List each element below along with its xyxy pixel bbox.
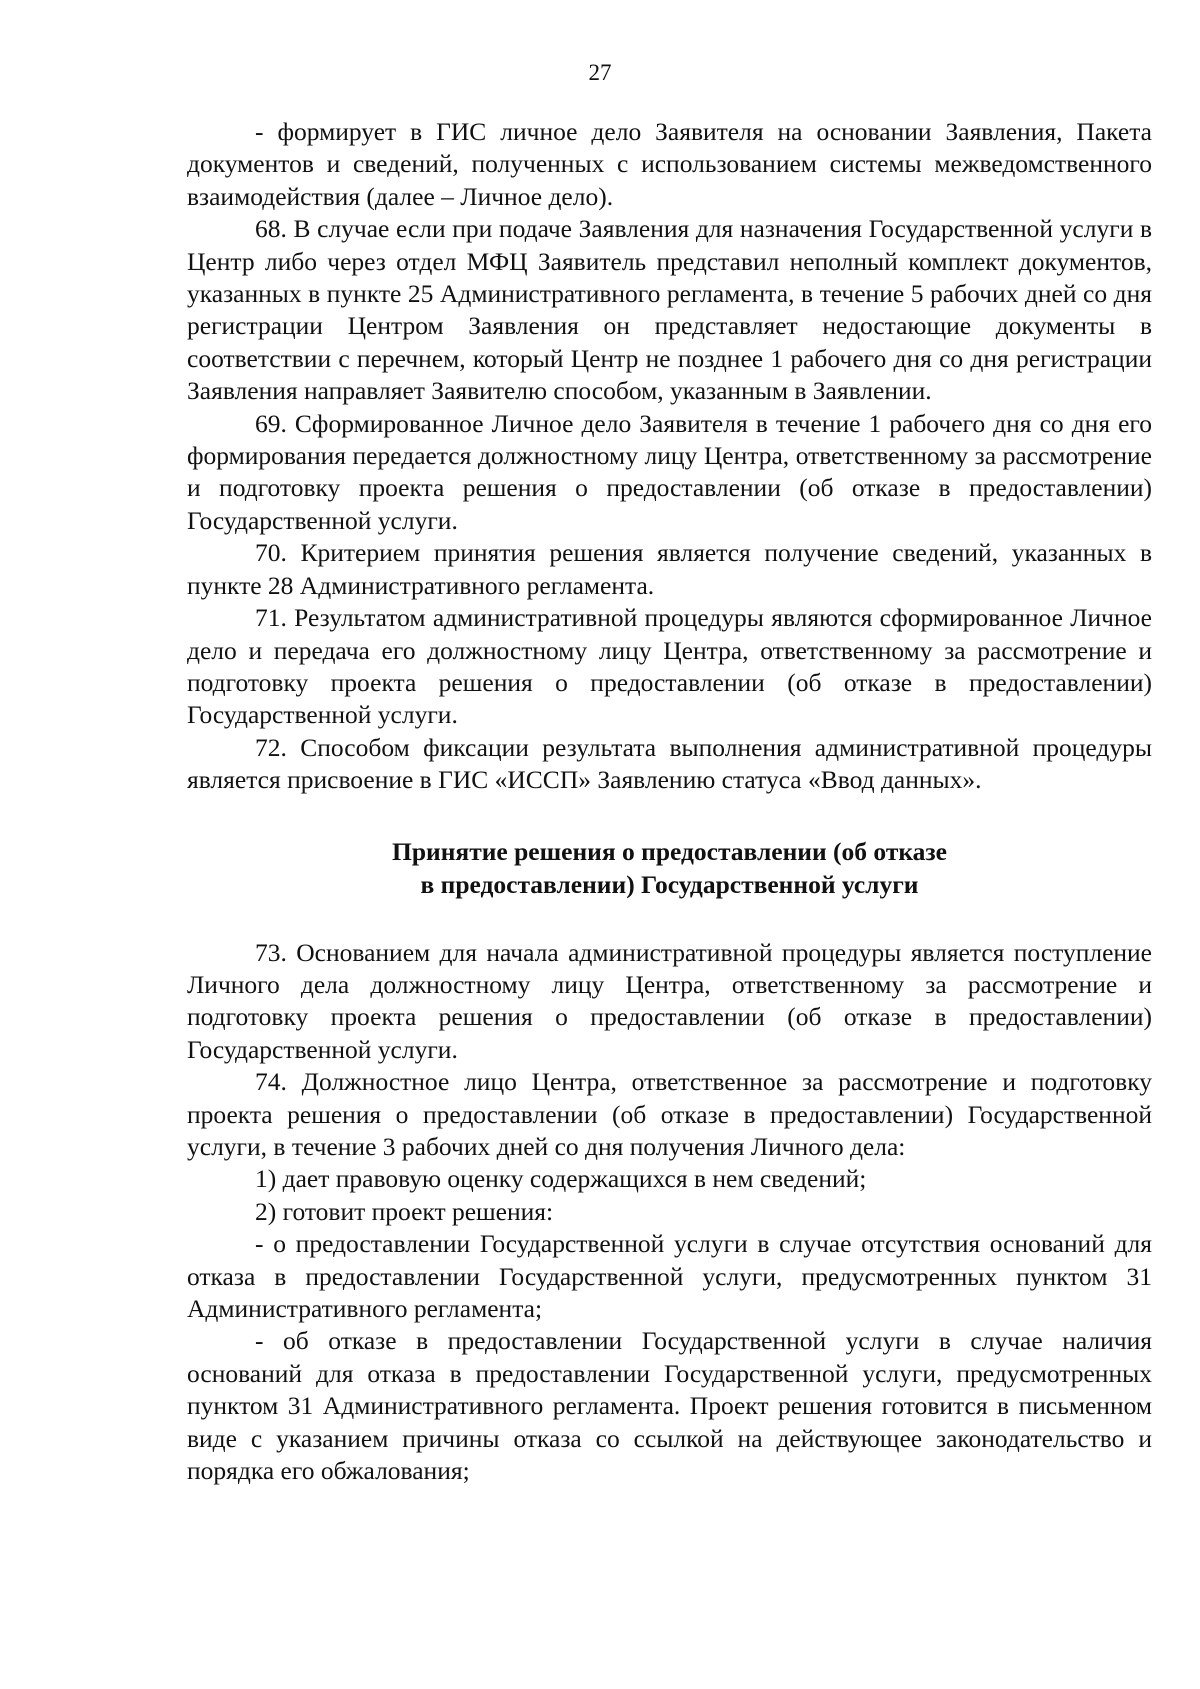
paragraph-70: 70. Критерием принятия решения является получение сведений, указанных в пункте 28 Административного регламента.: [187, 538, 1152, 600]
list-item-1: 1) дает правовую оценку содержащихся в нем сведений;: [255, 1164, 867, 1194]
section-heading-line-2: в предоставлении) Государственной услуги: [420, 869, 919, 899]
document-body: [187, 116, 1152, 1487]
page-number: 27: [588, 60, 612, 85]
list-item-2: 2) готовит проект решения:: [255, 1196, 554, 1226]
paragraph-73: 73. Основанием для начала административной процедуры является поступление Личного дела должностному лицу Центра, ответственному за рассмотрение и подготовку проекта решения о предоставлении (об отказе в предоставлении) Государственной услуги.: [187, 937, 1152, 1064]
sub-item-grant: - о предоставлении Государственной услуги в случае отсутствия оснований для отказа в предоставлении Государственной услуги, предусмотренных пунктом 31 Административного регламента;: [187, 1229, 1152, 1323]
paragraph-68: 68. В случае если при подаче Заявления для назначения Государственной услуги в Центр либо через отдел МФЦ Заявитель представил неполный комплект документов, указанных в пункте 25 Административного регламента, в течение 5 рабочих дней со дня регистрации Центром Заявления он представляет недостающие документы в соответствии с перечнем, который Центр не позднее 1 рабочего дня со дня регистрации Заявления направляет Заявителю способом, указанным в Заявлении.: [187, 214, 1152, 406]
section-heading-line-1: Принятие решения о предоставлении (об отказе: [392, 836, 947, 866]
paragraph-74: 74. Должностное лицо Центра, ответственное за рассмотрение и подготовку проекта решения о предоставлении (об отказе в предоставлении) Государственной услуги, в течение 3 рабочих дней со дня получения Личного дела:: [187, 1067, 1152, 1161]
sub-item-refusal: - об отказе в предоставлении Государственной услуги в случае наличия оснований для отказа в предоставлении Государственной услуги, предусмотренных пунктом 31 Административного регламента. Проект решения готовится в письменном виде с указанием причины отказа со ссылкой на действующее законодательство и порядка его обжалования;: [187, 1326, 1152, 1486]
paragraph-71: 71. Результатом административной процедуры являются сформированное Личное дело и передача его должностному лицу Центра, ответственному за рассмотрение и подготовку проекта решения о предоставлении (об отказе в предоставлении) Государственной услуги.: [187, 603, 1152, 730]
section-heading: [187, 835, 1152, 901]
paragraph-72: 72. Способом фиксации результата выполнения административной процедуры является присвоение в ГИС «ИССП» Заявлению статуса «Ввод данных».: [187, 732, 1152, 795]
paragraph-69: 69. Сформированное Личное дело Заявителя в течение 1 рабочего дня со дня его формирования передается должностному лицу Центра, ответственному за рассмотрение и подготовку проекта решения о предоставлении (об отказе в предоставлении) Государственной услуги.: [187, 408, 1152, 535]
paragraph-form-personal-file: - формирует в ГИС личное дело Заявителя на основании Заявления, Пакета документов и сведений, полученных с использованием системы межведомственного взаимодействия (далее – Личное дело).: [187, 117, 1152, 211]
